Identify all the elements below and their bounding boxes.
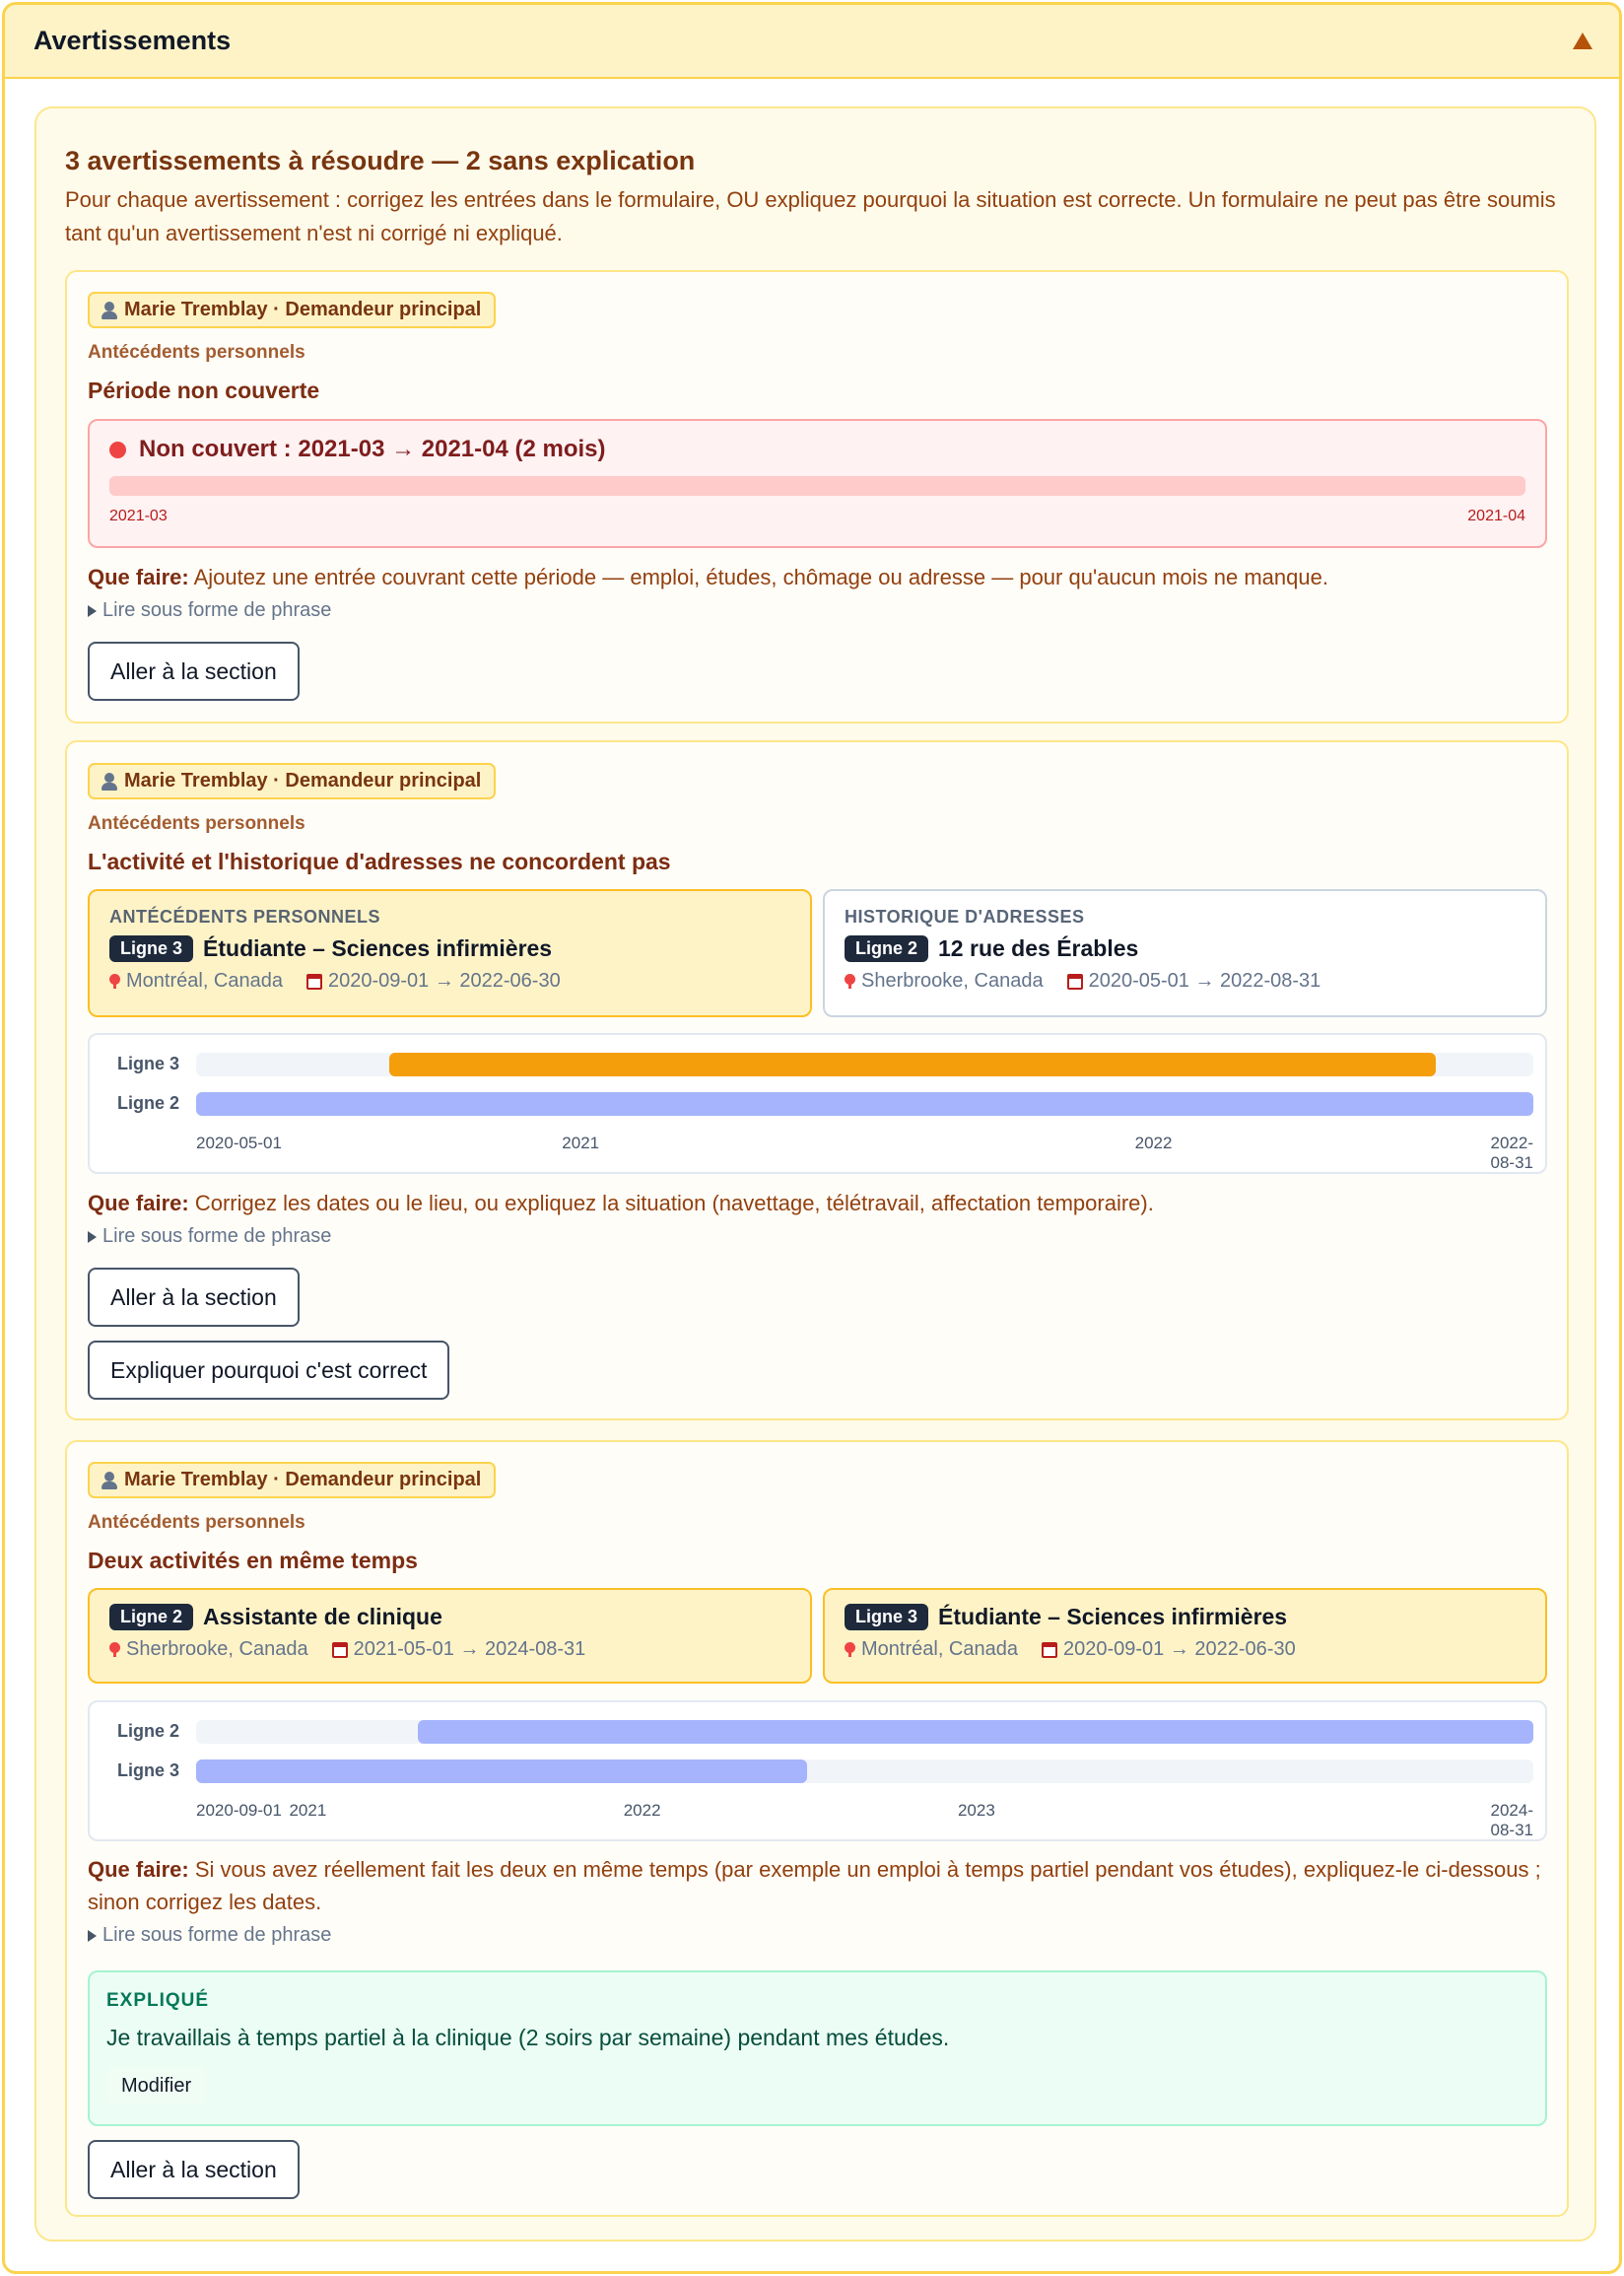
timeline-row-label: Ligne 3: [117, 1760, 180, 1780]
issue-title: L'activité et l'historique d'adresses ne concordent pas: [88, 849, 671, 874]
person-icon: [101, 772, 118, 792]
what-to-do: [88, 1187, 1556, 1219]
go-to-section-button[interactable]: Aller à la section: [88, 642, 300, 701]
calendar-icon: [332, 1642, 348, 1658]
timeline-bar: [196, 1092, 1533, 1116]
read-as-sentence-toggle[interactable]: [88, 599, 331, 622]
read-as-sentence-label: Lire sous forme de phrase: [102, 1924, 332, 1946]
error-dot-icon: [109, 442, 126, 458]
entry-title: 12 rue des Érables: [938, 935, 1139, 961]
edit-explanation-button[interactable]: Modifier: [106, 2067, 206, 2104]
entry-kind: ANTÉCÉDENTS PERSONNELS: [109, 907, 381, 927]
read-as-sentence-toggle[interactable]: [88, 1225, 331, 1248]
what-to-do: [88, 561, 1556, 593]
entry-title: Étudiante – Sciences infirmières: [203, 935, 553, 961]
calendar-icon: [1042, 1642, 1057, 1658]
timeline-track: [196, 1720, 1533, 1744]
read-as-sentence-label: Lire sous forme de phrase: [102, 1225, 332, 1247]
entry-place: Sherbrooke, Canada: [861, 970, 1044, 992]
timeline-chart: [88, 1700, 1547, 1841]
what-to-do-text: Si vous avez réellement fait les deux en même temps (par exemple un emploi à temps partiel pendant vos études), expliquez-le ci-dessous ; sinon corrigez les dates.: [88, 1857, 1541, 1914]
collapse-caret-icon[interactable]: [1573, 33, 1592, 49]
gap-start: 2021-03: [109, 508, 168, 524]
person-name: Marie Tremblay · Demandeur principal: [124, 1469, 482, 1490]
read-as-sentence-label: Lire sous forme de phrase: [102, 599, 332, 621]
disclosure-triangle-icon: [88, 605, 97, 617]
activity-entry[interactable]: [88, 889, 812, 1017]
timeline-track: [196, 1759, 1533, 1783]
explained-label: EXPLIQUÉ: [106, 1990, 210, 2011]
timeline-row-label: Ligne 2: [117, 1093, 180, 1113]
section-label: Antécédents personnels: [88, 813, 305, 834]
panel-header[interactable]: [5, 5, 1619, 79]
warning-card-mismatch: [65, 740, 1569, 1420]
warnings-title: 3 avertissements à résoudre — 2 sans explication: [65, 146, 696, 175]
go-to-section-button[interactable]: Aller à la section: [88, 1268, 300, 1327]
timeline-tick-label: 2022-08-31: [1490, 1134, 1533, 1172]
what-to-do-text: Corrigez les dates ou le lieu, ou expliquez la situation (navettage, télétravail, affectation temporaire).: [194, 1191, 1154, 1215]
person-name: Marie Tremblay · Demandeur principal: [124, 299, 482, 320]
line-badge: Ligne 3: [109, 935, 193, 962]
go-to-section-button[interactable]: Aller à la section: [88, 2140, 300, 2199]
person-icon: [101, 1471, 118, 1490]
location-pin-icon: [845, 1642, 855, 1657]
timeline-tick-label: 2021: [562, 1134, 600, 1152]
gap-bar: [109, 476, 1525, 496]
activity-entry[interactable]: [88, 1588, 812, 1684]
timeline-tick-label: 2020-09-01: [196, 1801, 282, 1820]
what-to-do: [88, 1853, 1556, 1918]
entry-title: Étudiante – Sciences infirmières: [938, 1604, 1288, 1629]
timeline-track: [196, 1053, 1533, 1076]
issue-title: Deux activités en même temps: [88, 1548, 418, 1573]
timeline-bar: [389, 1053, 1436, 1076]
explain-button[interactable]: Expliquer pourquoi c'est correct: [88, 1341, 449, 1400]
warning-card-overlap: [65, 1440, 1569, 2217]
timeline-row-label: Ligne 2: [117, 1721, 180, 1741]
person-icon: [101, 301, 118, 320]
warning-card-gap: [65, 270, 1569, 724]
explanation-box: [88, 1970, 1547, 2126]
gap-box: [88, 419, 1547, 548]
timeline-track: [196, 1092, 1533, 1116]
location-pin-icon: [845, 974, 855, 989]
timeline-tick-label: 2022: [1134, 1134, 1173, 1152]
entry-place: Montréal, Canada: [861, 1638, 1018, 1660]
entry-place: Montréal, Canada: [126, 970, 283, 992]
explanation-text: Je travaillais à temps partiel à la clinique (2 soirs par semaine) pendant mes études.: [106, 2025, 950, 2050]
entry-place: Sherbrooke, Canada: [126, 1638, 308, 1660]
calendar-icon: [306, 974, 322, 990]
panel-title: Avertissements: [34, 26, 232, 55]
gap-end: 2021-04: [1467, 508, 1525, 524]
entry-kind: HISTORIQUE D'ADRESSES: [845, 907, 1085, 927]
disclosure-triangle-icon: [88, 1231, 97, 1243]
timeline-tick-label: 2021: [289, 1801, 327, 1820]
location-pin-icon: [109, 1642, 120, 1657]
what-to-do-label: Que faire:: [88, 1857, 189, 1882]
disclosure-triangle-icon: [88, 1930, 97, 1942]
issue-title: Période non couverte: [88, 378, 320, 403]
entry-dates: 2020-09-01 → 2022-06-30: [1062, 1638, 1296, 1660]
address-entry[interactable]: [823, 889, 1547, 1017]
timeline-tick-label: 2023: [957, 1801, 995, 1820]
person-badge: [88, 763, 496, 799]
line-badge: Ligne 2: [845, 935, 928, 962]
entry-dates: 2020-09-01 → 2022-06-30: [327, 970, 561, 992]
line-badge: Ligne 3: [845, 1604, 928, 1630]
section-label: Antécédents personnels: [88, 1512, 305, 1533]
timeline-tick-label: 2024-08-31: [1490, 1801, 1533, 1839]
activity-entry[interactable]: [823, 1588, 1547, 1684]
person-badge: [88, 292, 496, 328]
person-badge: [88, 1462, 496, 1498]
line-badge: Ligne 2: [109, 1604, 193, 1630]
location-pin-icon: [109, 974, 120, 989]
what-to-do-label: Que faire:: [88, 565, 189, 589]
timeline-chart: [88, 1033, 1547, 1174]
entry-title: Assistante de clinique: [203, 1604, 442, 1629]
warnings-description: Pour chaque avertissement : corrigez les entrées dans le formulaire, OU expliquez pourquoi la situation est correcte. Un formulaire ne peut pas être soumis tant qu'un avertissement n'est ni corrigé ni expliqué.: [65, 187, 1556, 245]
timeline-bar: [196, 1759, 807, 1783]
timeline-row-label: Ligne 3: [117, 1054, 180, 1073]
warnings-box: [34, 106, 1596, 2242]
timeline-bar: [418, 1720, 1533, 1744]
gap-text: Non couvert : 2021-03 → 2021-04 (2 mois): [139, 436, 606, 462]
timeline-tick-label: 2020-05-01: [196, 1134, 282, 1152]
read-as-sentence-toggle[interactable]: [88, 1924, 331, 1947]
section-label: Antécédents personnels: [88, 342, 305, 363]
warnings-panel: [2, 2, 1622, 2274]
what-to-do-label: Que faire:: [88, 1191, 189, 1215]
timeline-tick-label: 2022: [623, 1801, 661, 1820]
what-to-do-text: Ajoutez une entrée couvrant cette période — emploi, études, chômage ou adresse — pour qu'aucun mois ne manque.: [193, 565, 1328, 589]
entry-dates: 2020-05-01 → 2022-08-31: [1088, 970, 1321, 992]
person-name: Marie Tremblay · Demandeur principal: [124, 770, 482, 792]
calendar-icon: [1067, 974, 1083, 990]
entry-dates: 2021-05-01 → 2024-08-31: [353, 1638, 586, 1660]
